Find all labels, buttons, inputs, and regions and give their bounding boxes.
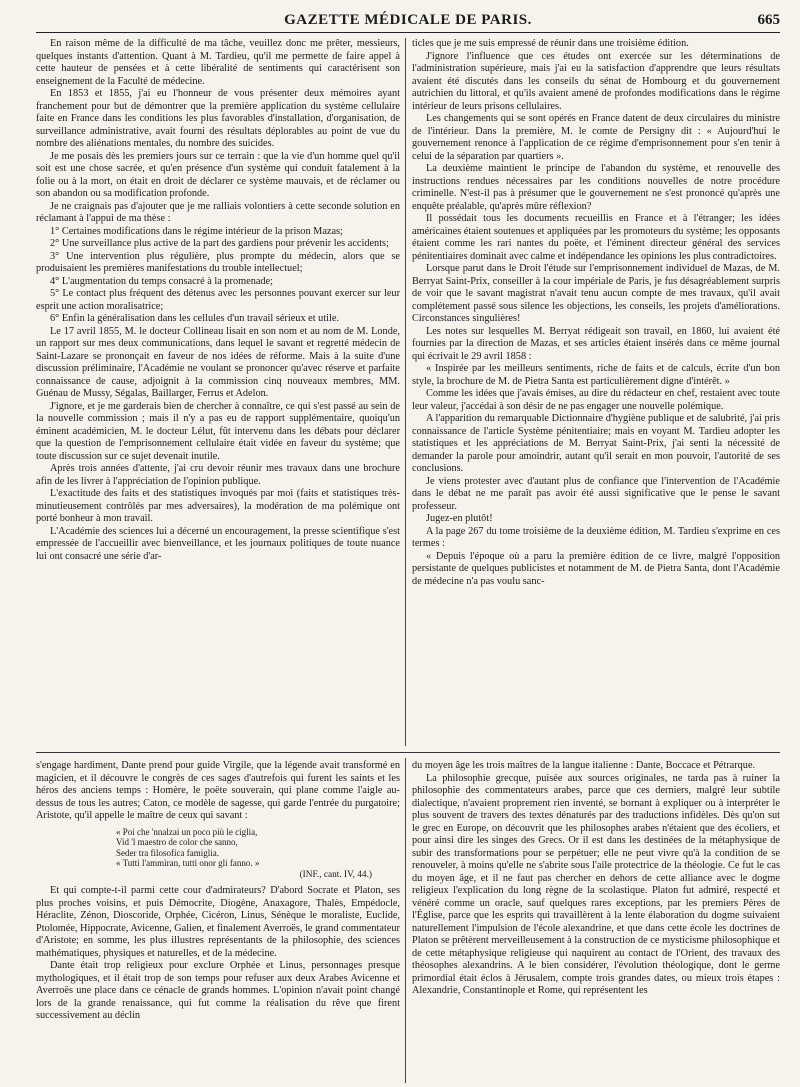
paragraph: A la page 267 du tome troisième de la deuxième édition, M. Tardieu s'exprime en ces termes : (412, 525, 780, 549)
list-item: 6° Enfin la généralisation dans les cellules d'un travail sérieux et utile. (50, 313, 340, 324)
paragraph: J'ignore, et je me garderais bien de chercher à connaître, ce qui s'est passé au sein de la nouvelle commission ; mais il n'y a pas eu de rapport supplémentaire, quoiqu'un éminent académicien, M. le docteur Lélut, fût intervenu dans les débats pour déclarer que la question de l'emprisonnement cellulaire était vidée en faveur du système; que toute discussion sur ce sujet devenait inutile. (36, 400, 400, 462)
column-divider-top (405, 38, 406, 746)
paragraph: Après trois années d'attente, j'ai cru devoir réunir mes travaux dans une brochure afin de les livrer à l'appréciation de l'opinion publique. (36, 463, 400, 487)
paragraph: L'Académie des sciences lui a décerné un encouragement, la presse scientifique s'est empressée de l'accueillir avec bienveillance, et les journaux politiques de toute nuance lui ont consacré une série d'ar- (36, 525, 400, 562)
verse-line: « Poi che 'nnalzai un poco più le ciglia, (116, 826, 258, 837)
column-divider-bottom (405, 758, 406, 1083)
paragraph: La philosophie grecque, puisée aux sources originales, ne tarda pas à ruiner la philosophie des commentateurs arabes, parce que ces derniers, malgré leur subtile dialectique, n'avaient proprement rien inventé, se bornant à expliquer ou à interpréter le plus souvent de travers des textes dénaturés par des traductions infidèles. Dès qu'on sut le grec en Europe, on découvrit que les philosophes arabes n'étaient que des écoliers, et pour ainsi dire les singes des Grecs. Or il est dans les destinées de la métaphysique de subir des transformations pour se perpétuer; elle ne peut vivre qu'à la condition de se renouveler, à moins qu'elle ne s'abrite sous l'aile protectrice de la théologie. Ce fut le cas du moyen âge, et il ne faut pas chercher en dehors de cette alliance avec le dogme religieux l'explication du long règne de la scolastique. Platon fut admiré, respecté et vénéré comme un oracle, sauf quelques rares exceptions, par les premiers Pères de l'Église, parce que les esprits qui travaillèrent à la lente élaboration du dogme suivaient naturellement l'impulsion de l'école alexandrine, et que dans cette école les doctrines de Platon se prêtèrent merveilleusement à la construction de ce mysticisme philosophique et de cette métaphysique religieuse qui naquirent au contact de l'Orient, des travaux des théosophes alexandrins. A le bien considérer, l'évolution théologique, dont le germe primordial était éclos à Jérusalem, compte trois grandes dates, ou mieux trois étapes : Alexandrie, Constantinople et Rome, qui représentent les (412, 772, 780, 996)
paragraph: Les notes sur lesquelles M. Berryat rédigeait son travail, en 1860, lui avaient été fournies par la direction de Mazas, et ses articles étaient insérés dans ce même journal qui écrivait le 29 avril 1858 : (412, 325, 780, 362)
paragraph: Et qui compte-t-il parmi cette cour d'admirateurs? D'abord Socrate et Platon, ses plus proches voisins, et puis Démocrite, Diogène, Anaxagore, Thalès, Empédocle, Héraclite, Zénon, Dioscoride, Orphée, Cicéron, Linus, Sénèque le moraliste, Euclide, Ptolomée, Hippocrate, Avicenne, Galien, et finalement Averroës, le grand commentateur d'Aristote; en somme, les plus illustres représentants de la philosophie, des sciences mathématiques, physiques et naturelles, et de la médecine. (36, 885, 400, 959)
paragraph: ticles que je me suis empressé de réunir dans une troisième édition. (412, 38, 689, 49)
column-4 (412, 760, 780, 1083)
section-divider (36, 752, 780, 753)
paragraph: J'ignore l'influence que ces études ont exercée sur les déterminations de l'administration supérieure, mais j'ai eu la satisfaction d'apprendre que leurs résultats avaient été discutés dans les conseils du sénat de Hombourg et du gouvernement autrichien du littoral, et qu'ils avaient amené de profondes modifications dans le régime intérieur de leurs prisons cellulaires. (412, 50, 780, 112)
paragraph: du moyen âge les trois maîtres de la langue italienne : Dante, Boccace et Pétrarque. (412, 760, 756, 771)
paragraph: Le 17 avril 1855, M. le docteur Collineau lisait en son nom et au nom de M. Londe, un rapport sur mes deux communications, dans lequel le savant et regretté médecin de Saint-Lazare se prononçait en faveur de nos idées de réforme. Mais à la suite d'une discussion préliminaire, l'Académie ne voulant se prononcer qu'avec réserve et parfaite connaissance de cause, adjoignit à la commission cinq nouveaux membres, MM. Guénau de Mussy, Ségalas, Baillarger, Ferrus et Adelon. (36, 325, 400, 399)
verse-line: « Tutti l'ammiran, tutti onor gli fanno. » (116, 858, 260, 869)
verse-line: Seder tra filosofica famiglia. (116, 847, 219, 858)
paragraph: A l'apparition du remarquable Dictionnaire d'hygiène publique et de salubrité, j'ai pris connaissance de l'article Système pénitentiaire; mais en voyant M. Tardieu adopter les statistiques et les appréciations de M. Berryat Saint-Prix, j'ai senti la nécessité de demander la parole pour amoindrir, autant qu'il serait en mon pouvoir, l'autorité de ses conclusions. (412, 413, 780, 474)
paragraph: Je me posais dès les premiers jours sur ce terrain : que la vie d'un homme quel qu'il soit est une chose sacrée, et qu'en présence d'un système qui conduit fatalement à la folie ou à la mort, on était en droit de déclarer ce système mauvais, et de réclamer ou son abandon ou sa modification profonde. (36, 150, 400, 199)
quote: « Inspirée par les meilleurs sentiments, riche de faits et de calculs, écrite d'un bon style, la brochure de M. de Pietra Santa est particulièrement digne d'intérêt. » (412, 363, 780, 387)
list-item: 4° L'augmentation du temps consacré à la promenade; (50, 275, 273, 287)
list-item: 2° Une surveillance plus active de la part des gardiens pour prévenir les accidents; (50, 238, 389, 249)
page-header (36, 12, 780, 33)
paragraph: Lorsque parut dans le Droit l'étude sur l'emprisonnement individuel de Mazas, de M. Berryat Saint-Prix, conseiller à la cour impériale de Paris, je fus désagréablement surpris de voir que le savant magistrat n'avait tenu aucun compte de mes travaux, qu'il avait complétement passé sous silence les objections, les conseils, les projets d'améliorations. Circonstances singulières! (412, 263, 780, 324)
paragraph: Jugez-en plutôt! (426, 513, 493, 524)
journal-title: GAZETTE MÉDICALE DE PARIS. (284, 12, 532, 28)
column-2 (412, 38, 780, 746)
column-1 (36, 38, 400, 746)
paragraph: Dante était trop religieux pour exclure Orphée et Linus, personnages presque mythologiques, et il était trop de son temps pour refuser aux deux Arabes Avicenne et Averroës une place dans ce cénacle de grands hommes. L'opinion n'avait point changé lors de la grande renaissance, qui fut comme la réalisation du rêve que firent successivement au déclin (36, 960, 400, 1022)
paragraph: Les changements qui se sont opérés en France datent de deux circulaires du ministre de l'intérieur. Dans la première, M. le comte de Persigny dit : « Aujourd'hui le gouvernement renonce à l'application de ce régime d'emprisonnement pour s'en tenir à celui de la séparation par quartiers ». (412, 113, 780, 162)
paragraph: L'exactitude des faits et des statistiques invoqués par moi (faits et statistiques très-minutieusement contrôlés par mes adversaires), la modération de ma polémique ont porté bonheur à mon travail. (36, 488, 400, 524)
paragraph: Il possédait tous les documents recueillis en France et à l'étranger; les idées américaines étaient soutenues et appliquées par les promoteurs du système; les opposants étaient comme les rari nantes du poëte, et l'éminent directeur général des services pénitentiaires dominait avec calme et indépendance les opinions les plus contradictoires. (412, 213, 780, 262)
column-3 (36, 760, 400, 1083)
page-number: 665 (757, 12, 780, 28)
paragraph: Je ne craignais pas d'ajouter que je me ralliais volontiers à cette seconde solution en réclamant à l'appui de ma thèse : (36, 200, 400, 224)
quote: « Depuis l'époque où a paru la première édition de ce livre, malgré l'opposition persistante de quelques publicistes et notamment de M. de Pietra Santa, dont l'Académie de médecine n'a pas voulu sanc- (412, 550, 780, 587)
paragraph: s'engage hardiment, Dante prend pour guide Virgile, que la légende avait transformé en magicien, et il découvre le congrès de ces sages d'autrefois qui furent les saints et les héros des anciens temps : Homère, le poëte souverain, qui plane comme l'aigle au-dessus de tous les autres; Caton, ce modèle de sagesse, qui garde l'entrée du purgatoire; Aristote, qu'il appelle le maître de ceux qui savant : (36, 760, 400, 821)
paragraph: La deuxième maintient le principe de l'abandon du système, et renouvelle des instructions rendues nécessaires par les conditions nouvelles de notre procédure criminelle. N'est-il pas à présumer que le gouvernement ne s'est prononcé qu'après une enquête préalable, qu'après mûre réflexion? (412, 163, 780, 212)
list-item: 1° Certaines modifications dans le régime intérieur de la prison Mazas; (50, 225, 343, 237)
paragraph: Je viens protester avec d'autant plus de confiance que l'intervention de l'Académie dans le débat ne me paraît pas avoir été aussi significative que le pense le savant professeur. (412, 475, 780, 512)
verse-citation: (INF., cant. IV, 44.) (299, 869, 372, 880)
paragraph: En 1853 et 1855, j'ai eu l'honneur de vous présenter deux mémoires ayant franchement pour but de démontrer que la première application du système cellulaire faite en France dans les conditions les plus favorables d'installation, d'organisation, de surveillance administrative, avait fourni des résultats déplorables au point de vue du nombre des aliénations mentales, du nombre des suicides. (36, 88, 400, 149)
verse-line: Vid 'l maestro de color che sanno, (116, 837, 238, 848)
list-item: 3° Une intervention plus régulière, plus prompte du médecin, alors que se produisaient les premières manifestations du trouble intellectuel; (36, 250, 400, 274)
paragraph: En raison même de la difficulté de ma tâche, veuillez donc me prêter, messieurs, quelques instants d'attention. Quant à M. Tardieu, qu'il me permette de faire appel à cette hauteur de pensées et à cette libéralité de sentiments qui caractérisent son enseignement de la Faculté de médecine. (36, 38, 400, 87)
list-item: 5° Le contact plus fréquent des détenus avec les personnes pouvant exercer sur leur esprit une action moralisatrice; (36, 288, 400, 312)
paragraph: Comme les idées que j'avais émises, au dire du rédacteur en chef, restaient avec toute leur valeur, j'accédai à son désir de ne pas engager une nouvelle polémique. (412, 388, 780, 412)
